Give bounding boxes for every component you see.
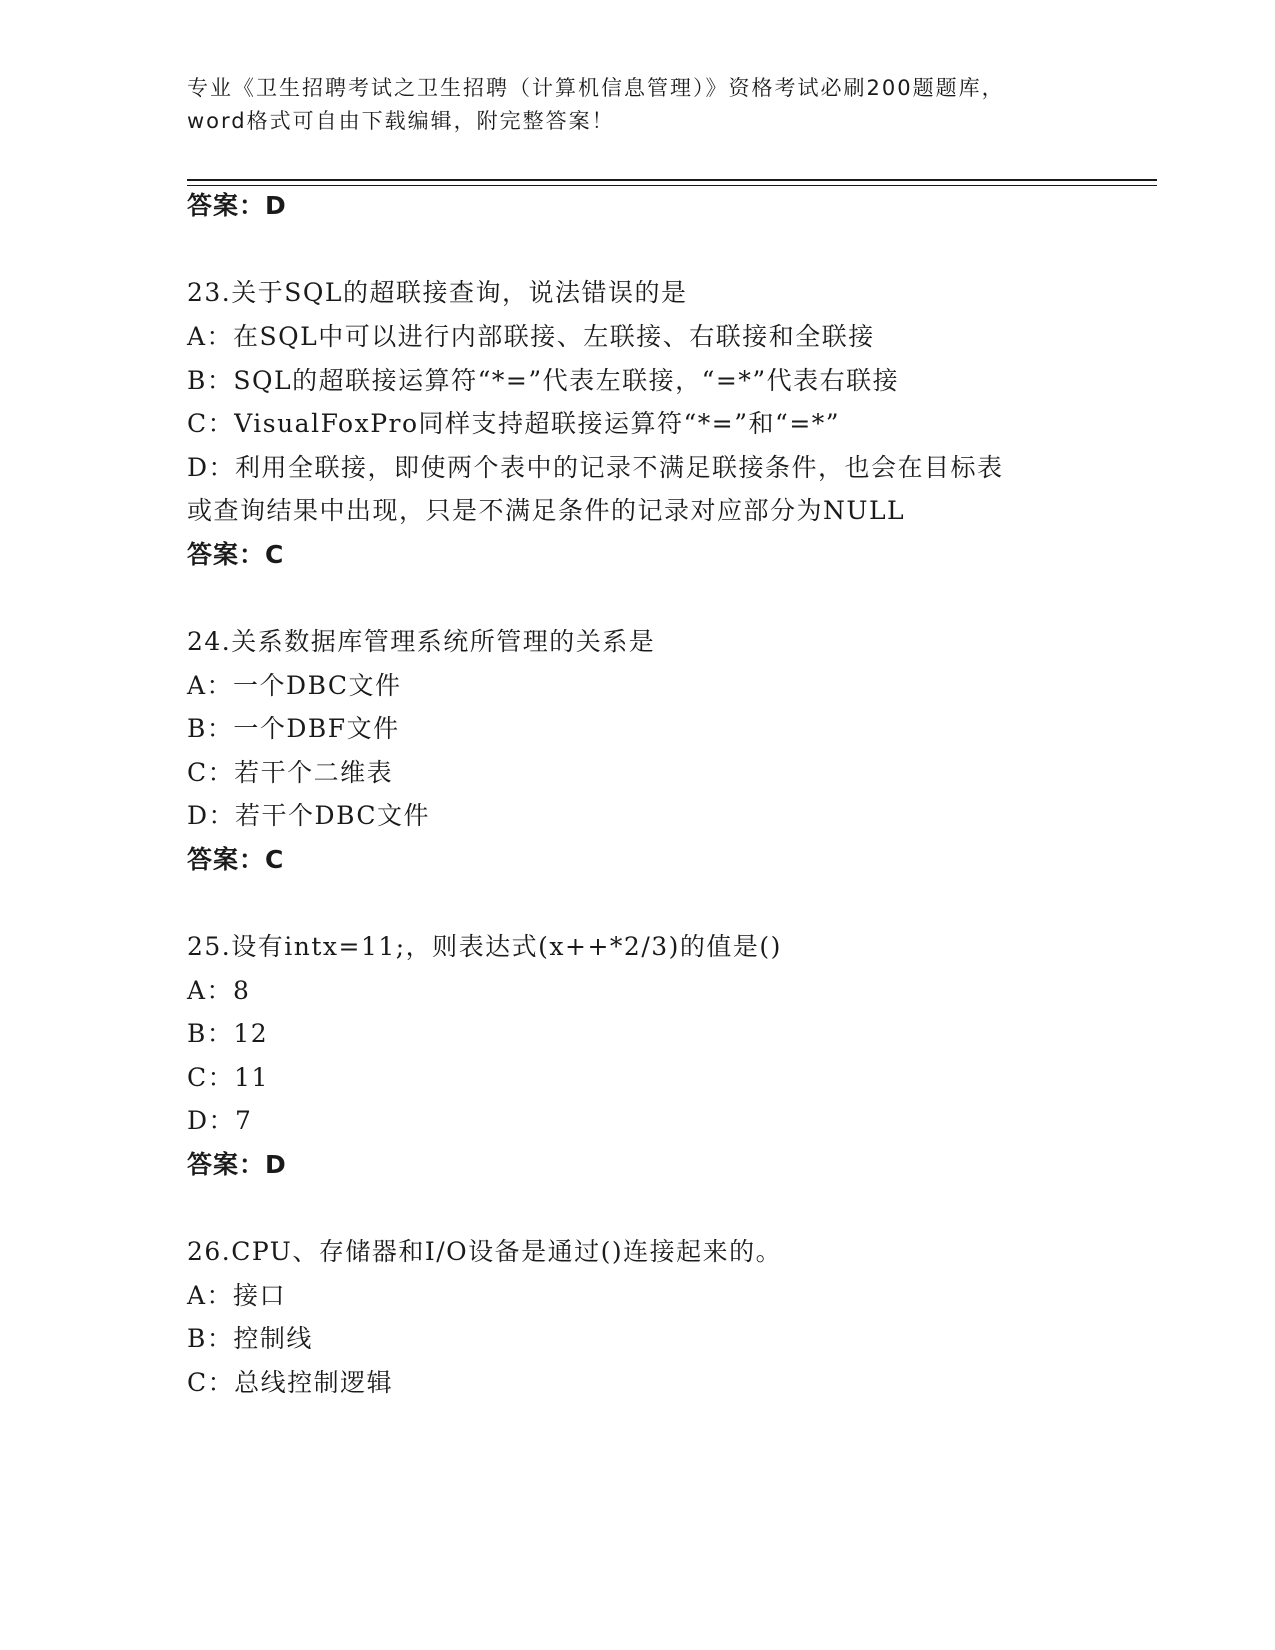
q24-option-a: A：一个DBC文件 xyxy=(187,671,402,700)
q23-option-b: B：SQL的超联接运算符“*=”代表左联接，“=*”代表右联接 xyxy=(187,366,900,395)
q25-option-c: C：11 xyxy=(187,1063,269,1092)
prev-answer: 答案：D xyxy=(187,191,287,220)
q24-option-c: C：若干个二维表 xyxy=(187,758,394,787)
q25-option-d: D：7 xyxy=(187,1106,253,1135)
header-rule-thick xyxy=(187,179,1157,181)
q26-option-c: C：总线控制逻辑 xyxy=(187,1368,394,1397)
q24-option-d: D：若干个DBC文件 xyxy=(187,801,431,830)
q25-answer: 答案：D xyxy=(187,1150,287,1179)
question-23: 23.关于SQL的超联接查询，说法错误的是 xyxy=(187,278,688,307)
header-line-1: 专业《卫生招聘考试之卫生招聘（计算机信息管理）》资格考试必刷200题题库， xyxy=(187,76,1005,100)
q23-option-c: C：VisualFoxPro同样支持超联接运算符“*=”和“=*” xyxy=(187,409,841,438)
q23-option-a: A：在SQL中可以进行内部联接、左联接、右联接和全联接 xyxy=(187,322,875,351)
q26-option-b: B：控制线 xyxy=(187,1324,313,1353)
q24-answer: 答案：C xyxy=(187,845,285,874)
q23-answer: 答案：C xyxy=(187,540,285,569)
q26-option-a: A：接口 xyxy=(187,1281,287,1310)
q23-option-d-line1: D：利用全联接，即使两个表中的记录不满足联接条件，也会在目标表 xyxy=(187,453,1004,482)
header-line-2: word格式可自由下载编辑，附完整答案！ xyxy=(187,109,615,133)
q23-option-d-line2: 或查询结果中出现，只是不满足条件的记录对应部分为NULL xyxy=(187,496,906,525)
q25-option-b: B：12 xyxy=(187,1019,269,1048)
q25-option-a: A：8 xyxy=(187,976,251,1005)
question-26: 26.CPU、存储器和I/O设备是通过()连接起来的。 xyxy=(187,1237,783,1266)
question-25: 25.设有intx=11;，则表达式(x++*2/3)的值是() xyxy=(187,932,782,961)
header-rule-thin xyxy=(187,185,1157,186)
question-24: 24.关系数据库管理系统所管理的关系是 xyxy=(187,627,656,656)
q24-option-b: B：一个DBF文件 xyxy=(187,714,400,743)
page-header xyxy=(187,72,1087,138)
